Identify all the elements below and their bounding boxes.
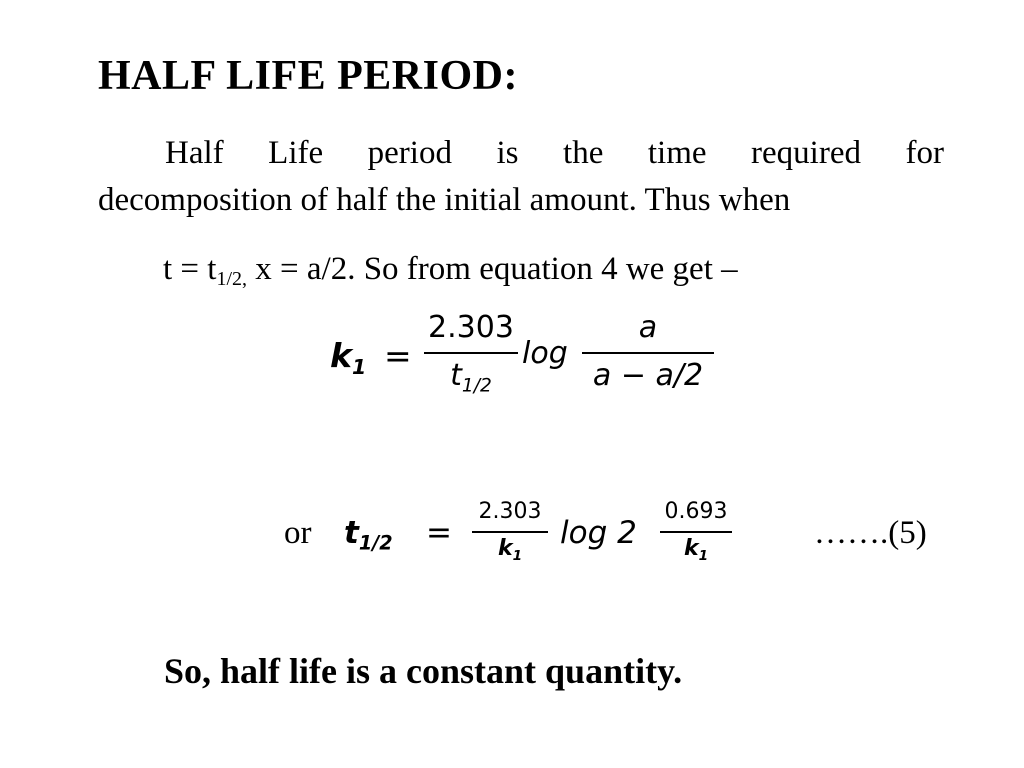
condition-prefix: t = t xyxy=(163,251,217,287)
conclusion-text: So, half life is a constant quantity. xyxy=(164,651,683,691)
eq1-lhs-symbol: k xyxy=(330,336,352,375)
eq1-fraction-bar-2 xyxy=(582,352,714,354)
eq1-den-subscript: 1/2 xyxy=(461,375,492,397)
eq2-log: log 2 xyxy=(560,515,637,551)
eq1-lhs xyxy=(330,336,367,380)
eq2-fraction-bar-2 xyxy=(660,531,732,533)
eq1-lhs-subscript: 1 xyxy=(351,355,367,380)
eq1-denominator xyxy=(422,358,520,397)
eq2-den-subscript: 1 xyxy=(512,547,523,564)
eq2-den2-symbol: k xyxy=(683,536,699,561)
eq2-denominator-2 xyxy=(658,535,734,563)
eq1-numerator: 2.303 xyxy=(428,310,514,345)
condition-line xyxy=(163,246,738,293)
eq2-lhs xyxy=(344,515,393,555)
eq1-numerator-2: a xyxy=(638,310,658,345)
eq2-fraction-bar-1 xyxy=(472,531,548,533)
eq2-equals: = xyxy=(426,515,452,551)
condition-subscript: 1/2, xyxy=(216,268,248,290)
eq1-den-symbol: t xyxy=(450,358,462,393)
condition-suffix: x = a/2. So from equation 4 we get – xyxy=(247,251,738,287)
eq1-denominator-2: a − a/2 xyxy=(592,358,704,393)
eq2-lhs-symbol: t xyxy=(344,515,359,551)
eq2-numerator: 2.303 xyxy=(478,499,542,524)
equation-rate-constant xyxy=(330,310,730,420)
eq2-den-symbol: k xyxy=(497,536,513,561)
slide-title: HALF LIFE PERIOD: xyxy=(98,53,518,99)
eq2-or: or xyxy=(284,515,312,551)
equation-number-label: …….(5) xyxy=(814,515,927,551)
equation-half-life xyxy=(284,498,964,588)
eq1-equals: = xyxy=(384,336,412,375)
eq2-lhs-subscript: 1/2 xyxy=(358,531,393,555)
eq2-den2-subscript: 1 xyxy=(698,547,709,564)
eq1-log: log xyxy=(522,336,568,371)
eq1-fraction-bar-1 xyxy=(424,352,518,354)
eq2-numerator-2: 0.693 xyxy=(664,499,728,524)
paragraph-line-1: Half Life period is the time required for xyxy=(165,135,944,171)
eq1-fraction-1 xyxy=(422,310,520,346)
eq2-denominator xyxy=(468,535,552,563)
paragraph-line-2: decomposition of half the initial amount. Thus when xyxy=(98,182,791,218)
